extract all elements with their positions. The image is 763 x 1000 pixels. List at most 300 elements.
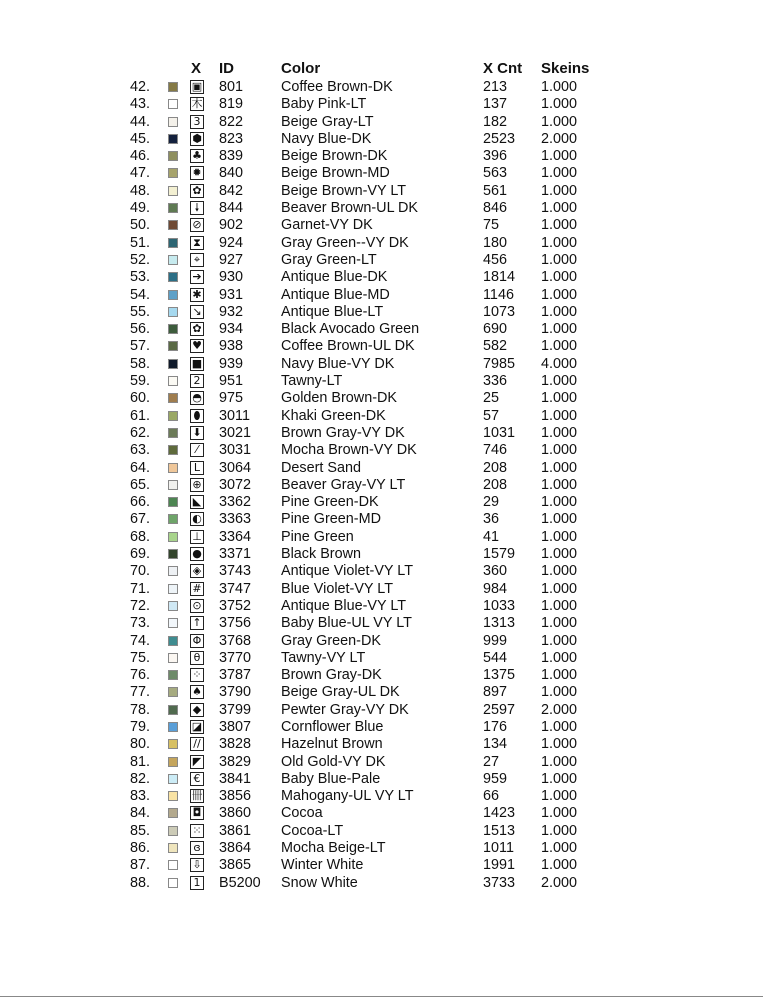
table-row: [0, 165, 763, 182]
table-row: [0, 460, 763, 477]
stitch-symbol-icon: ⊙: [190, 599, 204, 613]
thread-id: 939: [219, 355, 244, 372]
table-row: [0, 477, 763, 494]
stitch-count: 29: [483, 494, 500, 511]
skeins-value: 1.000: [541, 321, 578, 338]
stitch-symbol-icon: ɞ: [190, 841, 204, 855]
table-row: [0, 252, 763, 269]
stitch-symbol-icon: ⇩: [190, 858, 204, 872]
row-number: 69.: [129, 546, 150, 563]
table-row: [0, 650, 763, 667]
row-number: 72.: [129, 597, 150, 614]
row-number: 62.: [129, 424, 150, 441]
stitch-count: 208: [483, 459, 508, 476]
color-swatch: [168, 168, 178, 178]
color-name: Winter White: [281, 857, 364, 874]
color-name: Beaver Brown-UL DK: [281, 200, 419, 217]
skeins-value: 1.000: [541, 632, 578, 649]
skeins-value: 4.000: [541, 355, 578, 372]
row-number: 77.: [129, 684, 150, 701]
thread-id: 823: [219, 130, 244, 147]
color-name: Black Avocado Green: [281, 321, 420, 338]
table-row: [0, 96, 763, 113]
stitch-count: 1011: [483, 840, 514, 857]
row-number: 67.: [129, 511, 150, 528]
color-swatch: [168, 220, 178, 230]
thread-id: 839: [219, 148, 244, 165]
thread-id: 3787: [219, 667, 252, 684]
row-number: 50.: [129, 217, 150, 234]
row-number: 86.: [129, 840, 150, 857]
table-row: [0, 736, 763, 753]
stitch-symbol-icon: 1: [190, 876, 204, 890]
color-swatch: [168, 636, 178, 646]
stitch-symbol-icon: ⬢: [190, 132, 204, 146]
stitch-symbol-icon: θ: [190, 651, 204, 665]
stitch-symbol-icon: 🠗: [190, 201, 204, 215]
thread-id: 3861: [219, 822, 252, 839]
table-row: [0, 875, 763, 892]
color-name: Beige Brown-VY LT: [281, 182, 407, 199]
color-swatch: [168, 134, 178, 144]
color-swatch: [168, 808, 178, 818]
color-name: Beige Gray-UL DK: [281, 684, 400, 701]
stitch-symbol-icon: ⬮: [190, 409, 204, 423]
thread-id: 3031: [219, 442, 252, 459]
row-number: 88.: [129, 874, 150, 891]
stitch-count: 1375: [483, 667, 516, 684]
thread-id: 844: [219, 200, 244, 217]
skeins-value: 1.000: [541, 373, 578, 390]
color-swatch: [168, 307, 178, 317]
stitch-count: 75: [483, 217, 500, 234]
thread-id: 801: [219, 79, 244, 95]
row-number: 45.: [129, 130, 150, 147]
color-swatch: [168, 826, 178, 836]
header-color: Color: [281, 60, 321, 77]
stitch-count: 208: [483, 476, 508, 493]
color-swatch: [168, 290, 178, 300]
color-swatch: [168, 843, 178, 853]
table-row: [0, 200, 763, 217]
stitch-count: 1513: [483, 822, 516, 839]
stitch-count: 1579: [483, 546, 516, 563]
stitch-count: 396: [483, 148, 508, 165]
stitch-count: 2523: [483, 130, 516, 147]
table-row: [0, 702, 763, 719]
stitch-symbol-icon: 3: [190, 115, 204, 129]
color-swatch: [168, 757, 178, 767]
color-name: Baby Pink-LT: [281, 96, 367, 113]
thread-id: 3743: [219, 563, 252, 580]
row-number: 42.: [129, 79, 150, 95]
row-number: 65.: [129, 476, 150, 493]
thread-id: 930: [219, 269, 244, 286]
color-name: Antique Blue-DK: [281, 269, 388, 286]
table-row: [0, 823, 763, 840]
thread-id: 927: [219, 251, 244, 268]
header-id: ID: [219, 60, 234, 77]
stitch-symbol-icon: ■: [191, 356, 203, 370]
row-number: 64.: [129, 459, 150, 476]
stitch-symbol-icon: ✿: [190, 184, 204, 198]
color-swatch: [168, 255, 178, 265]
row-number: 56.: [129, 321, 150, 338]
thread-id: 822: [219, 113, 244, 130]
color-swatch: [168, 117, 178, 127]
thread-id: 3799: [219, 701, 252, 718]
row-number: 44.: [129, 113, 150, 130]
stitch-symbol-icon: ◘: [190, 806, 204, 820]
skeins-value: 1.000: [541, 424, 578, 441]
stitch-count: 1031: [483, 424, 516, 441]
stitch-count: 41: [483, 528, 500, 545]
thread-id: 3363: [219, 511, 252, 528]
color-swatch: [168, 376, 178, 386]
skeins-value: 1.000: [541, 269, 578, 286]
row-number: 74.: [129, 632, 150, 649]
thread-id: 819: [219, 96, 244, 113]
skeins-value: 1.000: [541, 251, 578, 268]
color-swatch: [168, 601, 178, 611]
row-number: 68.: [129, 528, 150, 545]
thread-id: 932: [219, 303, 244, 320]
color-swatch: [168, 722, 178, 732]
stitch-count: 7985: [483, 355, 516, 372]
row-number: 83.: [129, 788, 150, 805]
color-name: Blue Violet-VY LT: [281, 580, 393, 597]
color-swatch: [168, 186, 178, 196]
skeins-value: 1.000: [541, 684, 578, 701]
row-number: 85.: [129, 822, 150, 839]
stitch-count: 1073: [483, 303, 516, 320]
color-swatch: [168, 653, 178, 663]
row-number: 63.: [129, 442, 150, 459]
stitch-symbol-icon: ⬇: [190, 426, 204, 440]
row-number: 53.: [129, 269, 150, 286]
color-swatch: [168, 341, 178, 351]
color-name: Baby Blue-UL VY LT: [281, 615, 412, 632]
page-edge-line: [0, 996, 763, 997]
table-row: [0, 805, 763, 822]
color-swatch: [168, 203, 178, 213]
stitch-count: 25: [483, 390, 500, 407]
color-swatch: [168, 99, 178, 109]
color-swatch: [168, 687, 178, 697]
thread-id: 938: [219, 338, 244, 355]
skeins-value: 1.000: [541, 546, 578, 563]
stitch-count: 561: [483, 182, 508, 199]
skeins-value: 1.000: [541, 580, 578, 597]
color-swatch: [168, 878, 178, 888]
stitch-symbol-icon: ⁄: [190, 443, 204, 457]
stitch-count: 27: [483, 753, 500, 770]
row-number: 79.: [129, 718, 150, 735]
thread-id: 934: [219, 321, 244, 338]
color-name: Gray Green-LT: [281, 251, 377, 268]
stitch-count: 2597: [483, 701, 516, 718]
stitch-symbol-icon: ◐: [190, 512, 204, 526]
row-number: 57.: [129, 338, 150, 355]
table-row: [0, 269, 763, 286]
color-name: Coffee Brown-DK: [281, 79, 393, 95]
skeins-value: 1.000: [541, 303, 578, 320]
color-name: Pine Green-MD: [281, 511, 381, 528]
color-name: Antique Blue-VY LT: [281, 597, 407, 614]
color-swatch: [168, 82, 178, 92]
stitch-symbol-icon: ⁙: [190, 824, 204, 838]
thread-id: 3011: [219, 407, 250, 424]
stitch-symbol-icon: 木: [191, 97, 203, 111]
stitch-count: 690: [483, 321, 508, 338]
color-swatch: [168, 514, 178, 524]
color-name: Hazelnut Brown: [281, 736, 383, 753]
row-number: 60.: [129, 390, 150, 407]
skeins-value: 1.000: [541, 442, 578, 459]
thread-id: 3829: [219, 753, 252, 770]
stitch-count: 897: [483, 684, 508, 701]
thread-id: 3841: [219, 770, 252, 787]
skeins-value: 1.000: [541, 338, 578, 355]
color-name: Cocoa: [281, 805, 323, 822]
thread-id: 975: [219, 390, 244, 407]
thread-id: 3364: [219, 528, 252, 545]
row-number: 47.: [129, 165, 150, 182]
color-name: Pine Green-DK: [281, 494, 379, 511]
row-number: 71.: [129, 580, 150, 597]
stitch-symbol-icon: ⊘: [190, 218, 204, 232]
color-name: Cocoa-LT: [281, 822, 344, 839]
row-number: 43.: [129, 96, 150, 113]
table-row: [0, 131, 763, 148]
table-row: [0, 235, 763, 252]
color-name: Gray Green-DK: [281, 632, 381, 649]
stitch-symbol-icon: €: [190, 772, 204, 786]
color-name: Pine Green: [281, 528, 354, 545]
table-row: [0, 840, 763, 857]
table-row: [0, 511, 763, 528]
stitch-symbol-icon: ▣: [191, 80, 203, 93]
thread-id: 3860: [219, 805, 252, 822]
color-name: Desert Sand: [281, 459, 361, 476]
table-row: [0, 598, 763, 615]
stitch-symbol-icon: //: [190, 737, 204, 751]
table-row: [0, 287, 763, 304]
color-name: Beige Brown-MD: [281, 165, 390, 182]
color-swatch: [168, 480, 178, 490]
color-name: Antique Blue-MD: [281, 286, 390, 303]
thread-id: 840: [219, 165, 244, 182]
color-name: Antique Violet-VY LT: [281, 563, 413, 580]
row-number: 80.: [129, 736, 150, 753]
table-row: [0, 633, 763, 650]
stitch-symbol-icon: ⊕: [190, 478, 204, 492]
stitch-count: 3733: [483, 874, 516, 891]
thread-table: [0, 79, 763, 892]
color-name: Old Gold-VY DK: [281, 753, 386, 770]
color-name: Baby Blue-Pale: [281, 770, 381, 787]
table-row: [0, 719, 763, 736]
thread-id: 3828: [219, 736, 252, 753]
skeins-value: 1.000: [541, 788, 578, 805]
color-swatch: [168, 463, 178, 473]
color-swatch: [168, 705, 178, 715]
thread-id: 931: [219, 286, 244, 303]
skeins-value: 2.000: [541, 701, 578, 718]
color-name: Beige Gray-LT: [281, 113, 374, 130]
color-swatch: [168, 324, 178, 334]
stitch-count: 456: [483, 251, 508, 268]
thread-id: 3756: [219, 615, 252, 632]
skeins-value: 2.000: [541, 130, 578, 147]
skeins-value: 1.000: [541, 667, 578, 684]
color-name: Brown Gray-VY DK: [281, 424, 405, 441]
skeins-value: 1.000: [541, 770, 578, 787]
thread-id: 902: [219, 217, 244, 234]
table-row: [0, 373, 763, 390]
thread-id: 3865: [219, 857, 252, 874]
skeins-value: 1.000: [541, 718, 578, 735]
row-number: 84.: [129, 805, 150, 822]
header-symbol: X: [191, 60, 202, 77]
table-row: [0, 529, 763, 546]
stitch-symbol-icon: ●: [190, 547, 204, 561]
stitch-count: 360: [483, 563, 508, 580]
table-row: [0, 754, 763, 771]
thread-id: 3864: [219, 840, 252, 857]
color-swatch: [168, 428, 178, 438]
thread-id: 3752: [219, 597, 252, 614]
stitch-symbol-icon: ↑: [190, 616, 204, 630]
thread-id: 3362: [219, 494, 252, 511]
stitch-count: 846: [483, 200, 508, 217]
table-row: [0, 563, 763, 580]
skeins-value: 1.000: [541, 96, 578, 113]
stitch-count: 1814: [483, 269, 516, 286]
skeins-value: 1.000: [541, 597, 578, 614]
table-row: [0, 494, 763, 511]
stitch-symbol-icon: ♥: [190, 339, 204, 353]
color-swatch: [168, 584, 178, 594]
skeins-value: 1.000: [541, 459, 578, 476]
row-number: 75.: [129, 649, 150, 666]
row-number: 78.: [129, 701, 150, 718]
stitch-count: 582: [483, 338, 508, 355]
table-row: [0, 217, 763, 234]
color-name: Snow White: [281, 874, 358, 891]
color-name: Tawny-VY LT: [281, 649, 366, 666]
color-name: Coffee Brown-UL DK: [281, 338, 415, 355]
thread-id: 3064: [219, 459, 252, 476]
color-name: Khaki Green-DK: [281, 407, 386, 424]
skeins-value: 1.000: [541, 511, 578, 528]
stitch-symbol-icon: #: [190, 582, 204, 596]
stitch-count: 66: [483, 788, 500, 805]
row-number: 51.: [129, 234, 150, 251]
header-stitch-count: X Cnt: [483, 60, 523, 77]
stitch-symbol-icon: ♣: [190, 149, 204, 163]
skeins-value: 1.000: [541, 217, 578, 234]
stitch-symbol-icon: ⁘: [190, 668, 204, 682]
stitch-symbol-icon: ✿: [190, 322, 204, 336]
stitch-symbol-icon: ◪: [191, 719, 203, 733]
table-row: [0, 615, 763, 632]
table-row: [0, 408, 763, 425]
color-swatch: [168, 393, 178, 403]
skeins-value: 1.000: [541, 165, 578, 182]
skeins-value: 1.000: [541, 234, 578, 251]
stitch-count: 1313: [483, 615, 516, 632]
stitch-count: 182: [483, 113, 508, 130]
table-row: [0, 148, 763, 165]
thread-id: 3790: [219, 684, 252, 701]
row-number: 70.: [129, 563, 150, 580]
color-swatch: [168, 532, 178, 542]
table-row: [0, 321, 763, 338]
thread-id: 3768: [219, 632, 252, 649]
stitch-count: 134: [483, 736, 508, 753]
skeins-value: 1.000: [541, 113, 578, 130]
stitch-count: 959: [483, 770, 508, 787]
color-name: Beaver Gray-VY LT: [281, 476, 406, 493]
stitch-symbol-icon: Φ: [190, 634, 204, 648]
color-swatch: [168, 739, 178, 749]
stitch-symbol-icon: 2: [190, 374, 204, 388]
skeins-value: 1.000: [541, 148, 578, 165]
row-number: 58.: [129, 355, 150, 372]
row-number: 61.: [129, 407, 150, 424]
color-name: Cornflower Blue: [281, 718, 384, 735]
color-swatch: [168, 791, 178, 801]
stitch-count: 746: [483, 442, 508, 459]
stitch-symbol-icon: ◓: [190, 391, 204, 405]
color-swatch: [168, 497, 178, 507]
skeins-value: 1.000: [541, 753, 578, 770]
table-row: [0, 581, 763, 598]
color-name: Golden Brown-DK: [281, 390, 397, 407]
thread-id: 3856: [219, 788, 252, 805]
color-swatch: [168, 411, 178, 421]
table-row: [0, 338, 763, 355]
color-name: Mahogany-UL VY LT: [281, 788, 414, 805]
color-swatch: [168, 860, 178, 870]
color-name: Beige Brown-DK: [281, 148, 388, 165]
table-row: [0, 390, 763, 407]
color-swatch: [168, 618, 178, 628]
color-name: Antique Blue-LT: [281, 303, 384, 320]
skeins-value: 1.000: [541, 286, 578, 303]
stitch-count: 176: [483, 718, 508, 735]
row-number: 66.: [129, 494, 150, 511]
table-row: [0, 771, 763, 788]
skeins-value: 1.000: [541, 407, 578, 424]
thread-id: 3807: [219, 718, 252, 735]
stitch-symbol-icon: ↘: [190, 305, 204, 319]
stitch-symbol-icon: ⊥: [190, 530, 204, 544]
row-number: 73.: [129, 615, 150, 632]
skeins-value: 1.000: [541, 615, 578, 632]
skeins-value: 1.000: [541, 528, 578, 545]
stitch-count: 213: [483, 79, 508, 95]
skeins-value: 1.000: [541, 390, 578, 407]
table-row: [0, 857, 763, 874]
stitch-symbol-icon: 卌: [191, 789, 203, 803]
row-number: 59.: [129, 373, 150, 390]
skeins-value: 1.000: [541, 200, 578, 217]
table-row: [0, 788, 763, 805]
stitch-symbol-icon: ➔: [190, 270, 204, 284]
header-skeins: Skeins: [541, 60, 590, 77]
